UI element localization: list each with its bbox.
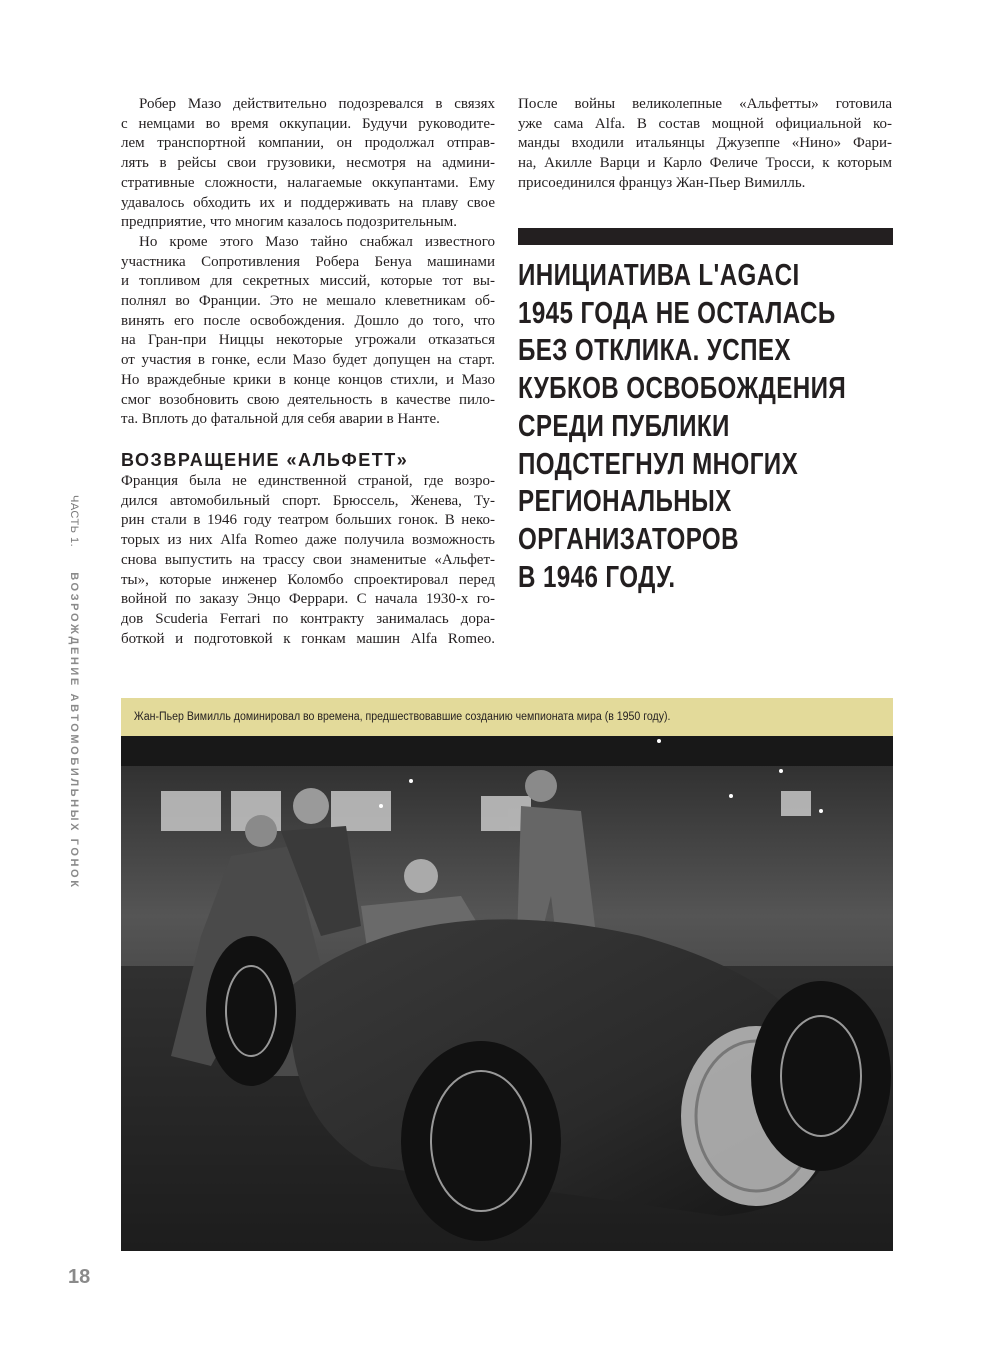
- text-line: смог возобновить свою деятельность в качестве пило-: [121, 391, 495, 408]
- text-line: присоединился француз Жан-Пьер Вимилль.: [518, 174, 806, 191]
- text-line: лять в рейсы свои грузовики, несмотря на админи-: [121, 155, 495, 172]
- pull-quote-line: ПОДСТЕГНУЛ МНОГИХ: [518, 445, 799, 481]
- text-line: Но кроме этого Мазо тайно снабжал известного: [139, 233, 495, 250]
- text-line: удавалось обходить их и поддерживать на плаву свое: [121, 194, 495, 211]
- text-line: уже сама Alfa. В состав мощной официальной ко-: [518, 115, 892, 132]
- text-line: с немцами во время оккупации. Будучи руководите-: [121, 115, 495, 132]
- text-line: от участия в гонке, если Мазо будет допущен на старт.: [121, 352, 495, 369]
- pull-quote-line: ИНИЦИАТИВА L'AGACI: [518, 257, 800, 292]
- pull-quote: [518, 256, 939, 595]
- text-line: предприятие, что многим казалось подозрительным.: [121, 214, 458, 231]
- text-line: лем транспортной компании, он продолжал отправ-: [121, 135, 495, 152]
- pull-quote-line: 1945 ГОДА НЕ ОСТАЛАСЬ: [518, 294, 836, 330]
- race-car-photo: [121, 736, 893, 1251]
- photo-caption: [121, 698, 893, 736]
- pull-quote-bar: [518, 228, 893, 245]
- text-line: на, Акилле Варци и Карло Феличе Тросси, к которым: [518, 155, 892, 172]
- chapter-title: ВОЗРОЖДЕНИЕ АВТОМОБИЛЬНЫХ ГОНОК: [68, 572, 80, 890]
- text-line: винять его после освобождения. Дошло до того, что: [121, 312, 495, 329]
- section-heading: ВОЗВРАЩЕНИЕ «АЛЬФЕТТ»: [121, 450, 409, 470]
- text-line: на Гран-при Ниццы некоторые угрожали отказаться: [121, 332, 495, 349]
- pull-quote-line: КУБКОВ ОСВОБОЖДЕНИЯ: [518, 370, 847, 406]
- caption-text: Жан-Пьер Вимилль доминировал во времена, предшествовавшие созданию чемпионата мира (в 1950 году).: [133, 711, 671, 723]
- text-line: та. Вплоть до фатальной для себя аварии в Нанте.: [121, 411, 440, 428]
- page-number: 18: [68, 1266, 91, 1288]
- left-column-section: [121, 472, 495, 649]
- right-column: [518, 95, 892, 194]
- text-line: После войны великолепные «Альфетты» готовила: [518, 96, 892, 112]
- paragraph: [121, 95, 495, 233]
- text-line: дился автомобильный спорт. Брюссель, Женева, Ту-: [121, 492, 495, 509]
- text-line: дов Scuderia Ferrari по контракту занималась дора-: [121, 610, 495, 627]
- text-line: стративные сложности, налагаемые оккупантами. Ему: [121, 174, 495, 191]
- text-line: ты», которые инженер Коломбо спроектировал перед: [121, 571, 495, 588]
- text-line: торых из них Alfa Romeo даже получила возможность: [121, 532, 495, 549]
- paragraph: [121, 233, 495, 430]
- pull-quote-line: В 1946 ГОДУ.: [518, 558, 676, 594]
- text-line: снова выпустить на трассу свои знаменитые «Альфет-: [121, 551, 495, 568]
- text-line: Робер Мазо действительно подозревался в связях: [139, 96, 495, 112]
- text-line: участника Сопротивления Робера Бенуа машинами: [121, 253, 495, 270]
- text-line: манды входили итальянцы Джузеппе «Нино» Фари-: [518, 135, 892, 152]
- text-line: и топливом для секретных миссий, которые тот вы-: [121, 273, 495, 290]
- part-label: ЧАСТЬ 1.: [68, 495, 80, 548]
- photo-illustration: [121, 736, 893, 1251]
- text-line: Франция была не единственной страной, где возро-: [121, 473, 495, 489]
- text-line: рин стали в 1946 году театром больших гонок. В неко-: [121, 512, 495, 529]
- pull-quote-line: СРЕДИ ПУБЛИКИ: [518, 407, 730, 443]
- chapter-side-label: [68, 495, 80, 890]
- left-column-intro: [121, 95, 495, 430]
- text-line: боткой и подготовкой к гонкам машин Alfa Romeo.: [121, 630, 495, 647]
- text-line: войной по заказу Энцо Феррари. С начала 1930-х го-: [121, 591, 495, 608]
- text-line: полнял во Франции. Это не мешало клеветникам об-: [121, 293, 495, 310]
- pull-quote-line: РЕГИОНАЛЬНЫХ: [518, 483, 732, 519]
- text-line: Но враждебные крики в конце концов стихли, и Мазо: [121, 371, 495, 388]
- pull-quote-line: БЕЗ ОТКЛИКА. УСПЕХ: [518, 332, 791, 368]
- pull-quote-line: ОРГАНИЗАТОРОВ: [518, 520, 739, 556]
